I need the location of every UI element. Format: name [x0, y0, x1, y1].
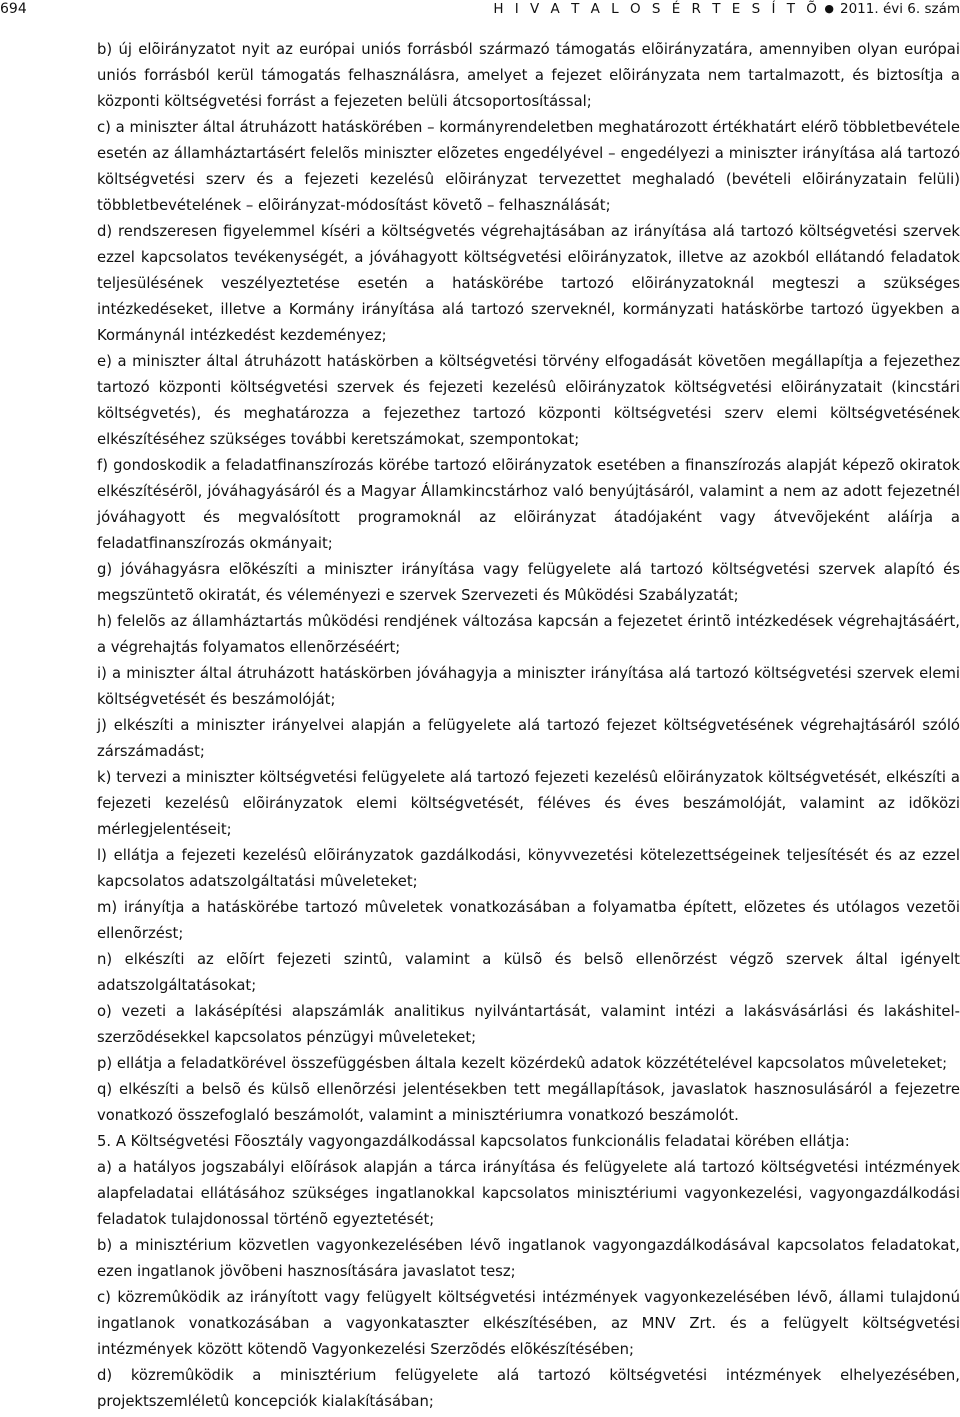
paragraph: q) elkészíti a belsõ és külsõ ellenõrzési jelentésekben tett megállapítások, javaslatok hasznosulásáról a fejezetre vonatkozó összefoglaló beszámolót, valamint a minisztériumra vonatkozó beszámolót. [97, 1081, 960, 1124]
paragraph: m) irányítja a hatáskörébe tartozó mûveletek vonatkozásában a folyamatba épített, elõzetes és utólagos vezetõi ellenõrzést; [97, 899, 960, 942]
paragraph: a) a hatályos jogszabályi elõírások alapján a tárca irányítása és felügyelete alá tartozó költségvetési intézmények alapfeladatai ellátásához szükséges ingatlanokkal kapcsolatos minisztériumi vagyonkezelési, vagyongazdálkodási feladatok tulajdonossal történõ egyeztetését; [97, 1159, 960, 1228]
paragraph: f) gondoskodik a feladatfinanszírozás körébe tartozó elõirányzatok esetében a finanszírozás alapját képezõ okiratok elkészítésérõl, jóváhagyásáról és a Magyar Államkincstárhoz való benyújtásáról, valamint a nem az adott fejezetnél jóváhagyott és megvalósított programoknál az elõirányzat átadójaként vagy átvevõjeként aláírja a feladatfinanszírozás okmányait; [97, 457, 960, 552]
page-number: 694 [0, 1, 27, 17]
publication-title: H I V A T A L O S É R T E S Í T Õ [493, 1, 821, 17]
paragraph: d) rendszeresen figyelemmel kíséri a költségvetés végrehajtásában az irányítása alá tartozó költségvetési szervek ezzel kapcsolatos tevékenységét, a jóváhagyott költségvetési elõirányzatok, illetve az azokból ellátandó feladatok teljesülésének veszélyeztetése esetén a hatáskörébe tartozó elõirányzatoknál megteszi a szükséges intézkedéseket, illetve a Kormány irányítása alá tartozó szerveknél, kormányzati hatáskörbe tartozó ügyekben a Kormánynál intézkedést kezdeményez; [97, 223, 960, 344]
paragraph: k) tervezi a miniszter költségvetési felügyelete alá tartozó fejezeti kezelésû elõirányzatok költségvetését, elkészíti a fejezeti kezelésû elõirányzatok elemi költségvetését, féléves és éves beszámolóját, valamint az idõközi mérlegjelentéseit; [97, 769, 960, 838]
paragraph: c) a miniszter által átruházott hatáskörében – kormányrendeletben meghatározott értékhatárt elérõ többletbevétele esetén az államháztartásért felelõs miniszter elõzetes engedélyével – engedélyezi a miniszter irányítása alá tartozó költségvetési szerv és a fejezeti kezelésû elõirányzat tervezettet meghaladó (bevételi elõirányzatain felüli) többletbevételének – elõirányzat-módosítást követõ – felhasználását; [97, 119, 960, 214]
paragraph: h) felelõs az államháztartás mûködési rendjének változása kapcsán a fejezetet érintõ intézkedések végrehajtásáért, a végrehajtás folyamatos ellenõrzéséért; [97, 613, 960, 656]
paragraph: n) elkészíti az elõírt fejezeti szintû, valamint a külsõ és belsõ ellenõrzést végzõ szervek által igényelt adatszolgáltatásokat; [97, 951, 960, 994]
paragraph: e) a miniszter által átruházott hatáskörben a költségvetési törvény elfogadását követõen megállapítja a fejezethez tartozó központi költségvetési szervek és fejezeti kezelésû elõirányzatok költségvetési elõirányzatait (kincstári költségvetés), és meghatározza a fejezethez tartozó központi költségvetési szerv elemi költségvetésének elkészítéséhez szükséges további keretszámokat, szempontokat; [97, 353, 960, 448]
document-body [97, 37, 960, 1415]
running-head [493, 0, 960, 18]
paragraph: g) jóváhagyásra elõkészíti a miniszter irányítása vagy felügyelete alá tartozó költségvetési szervek alapító és megszüntetõ okiratát, és véleményezi e szervek Szervezeti és Mûködési Szabályzatát; [97, 561, 960, 604]
paragraph: i) a miniszter által átruházott hatáskörben jóváhagyja a miniszter irányítása alá tartozó költségvetési szervek elemi költségvetését és beszámolóját; [97, 665, 960, 708]
bullet-separator-icon: ● [824, 2, 834, 15]
page-header [0, 0, 960, 20]
section-heading: 5. A Költségvetési Fõosztály vagyongazdálkodással kapcsolatos funkcionális feladatai körében ellátja: [97, 1133, 850, 1150]
paragraph: b) a minisztérium közvetlen vagyonkezelésében lévõ ingatlanok vagyongazdálkodásával kapcsolatos feladatokat, ezen ingatlanok jövõbeni hasznosítására javaslatot tesz; [97, 1237, 960, 1280]
paragraph: l) ellátja a fejezeti kezelésû elõirányzatok gazdálkodási, könyvvezetési kötelezettségeinek teljesítését és az ezzel kapcsolatos adatszolgáltatási mûveleteket; [97, 847, 960, 890]
paragraph: b) új elõirányzatot nyit az európai uniós forrásból származó támogatás elõirányzatára, amennyiben olyan európai uniós forrásból kerül támogatás felhasználásra, amelyet a fejezet elõirányzata nem tartalmazott, és biztosítja a központi költségvetési forrást a fejezeten belüli átcsoportosítással; [97, 41, 960, 110]
issue-number: 2011. évi 6. szám [840, 1, 960, 17]
paragraph: o) vezeti a lakásépítési alapszámlák analitikus nyilvántartását, valamint intézi a lakásvásárlási és lakáshitel-szerzõdésekkel kapcsolatos pénzügyi mûveleteket; [97, 1003, 960, 1046]
paragraph: p) ellátja a feladatkörével összefüggésben általa kezelt közérdekû adatok közzétételével kapcsolatos mûveleteket; [97, 1055, 948, 1072]
paragraph: c) közremûködik az irányított vagy felügyelt költségvetési intézmények vagyonkezelésében lévõ, állami tulajdonú ingatlanok vonatkozásában a vagyonkataszter elkészítésében, az MNV Zrt. és a felügyelt költségvetési intézmények között kötendõ Vagyonkezelési Szerzõdés elõkészítésében; [97, 1289, 960, 1358]
paragraph: d) közremûködik a minisztérium felügyelete alá tartozó költségvetési intézmények elhelyezésében, projektszemléletû koncepciók kialakításában; [97, 1367, 960, 1410]
paragraph: j) elkészíti a miniszter irányelvei alapján a felügyelete alá tartozó fejezet költségvetésének végrehajtásáról szóló zárszámadást; [97, 717, 960, 760]
